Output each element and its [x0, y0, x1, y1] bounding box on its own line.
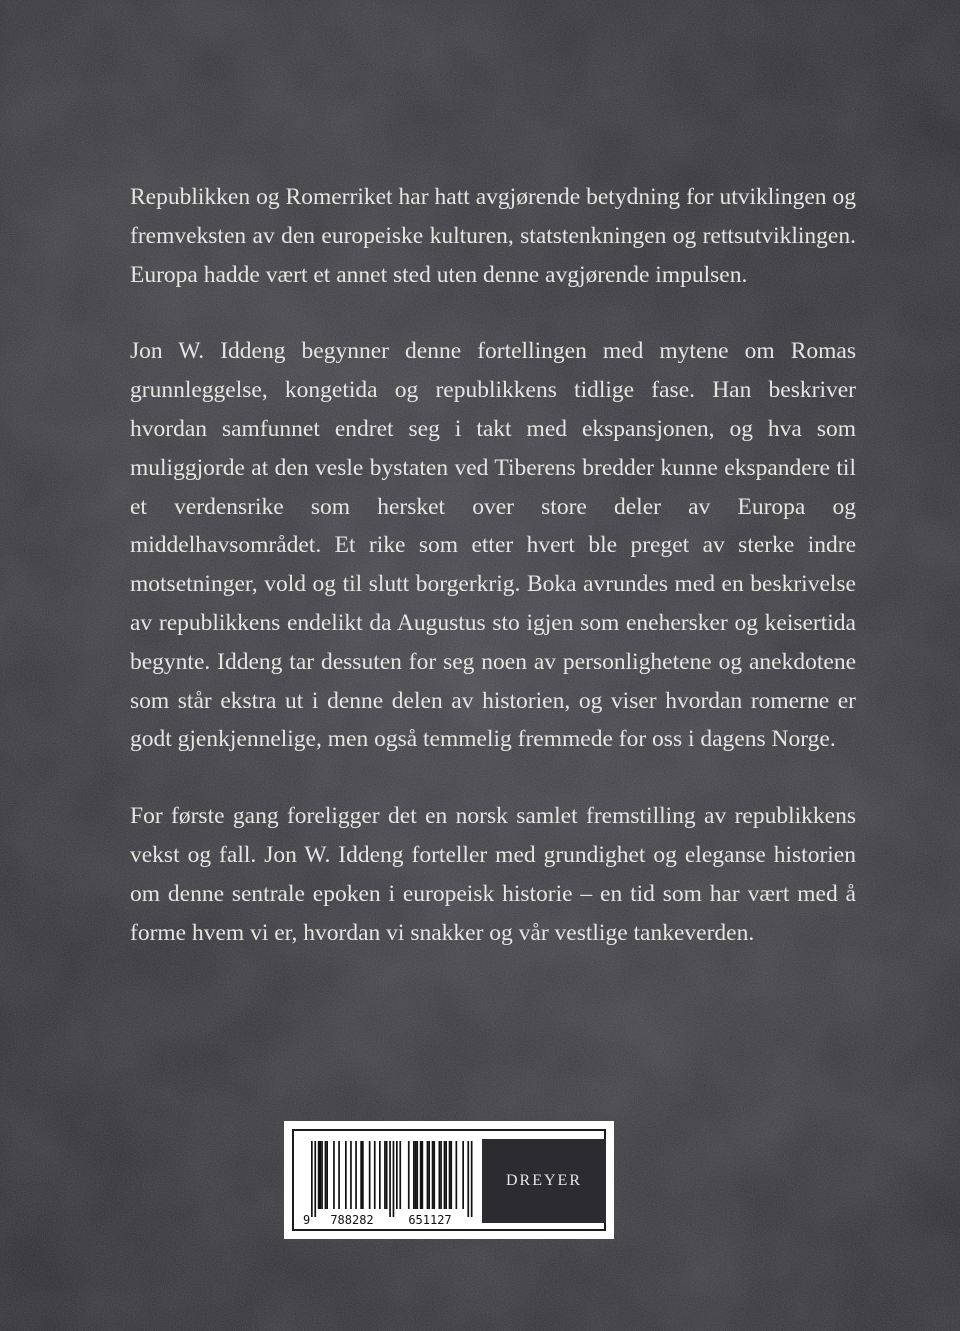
barcode-bar — [345, 1141, 347, 1209]
publisher-name: DREYER — [506, 1172, 582, 1189]
barcode-bar — [320, 1141, 322, 1209]
barcode-bar — [314, 1141, 316, 1217]
barcode-bar — [445, 1141, 447, 1209]
barcode-bar — [338, 1141, 340, 1209]
barcode-bar — [379, 1141, 381, 1209]
barcode-bar — [326, 1141, 328, 1209]
barcode-bars — [311, 1141, 473, 1217]
barcode-bar — [369, 1141, 371, 1209]
barcode-bar — [413, 1141, 415, 1209]
barcode-bar — [440, 1141, 442, 1209]
barcode-bar — [415, 1141, 417, 1209]
barcode-bar — [374, 1141, 376, 1209]
barcode-bar — [456, 1141, 458, 1209]
barcode-bar — [449, 1141, 451, 1209]
barcode-bar — [384, 1141, 386, 1209]
barcode-bar — [432, 1141, 434, 1209]
barcode-frame — [292, 1129, 606, 1231]
barcode-bar — [333, 1141, 335, 1209]
barcode-right-digits: 651127 — [408, 1213, 452, 1227]
barcode-left-digits: 788282 — [330, 1213, 374, 1227]
blurb-paragraph-3: For første gang foreligger det en norsk samlet fremstilling av republikkens vekst og fall. Jon W. Iddeng forteller med grundighet og eleganse historien om denne sentrale epoken i europeisk historie – en tid som har vært med å forme hvem vi er, hvordan vi snakker og vår vestlige tankeverden. — [130, 803, 856, 946]
barcode-bar — [318, 1141, 320, 1209]
barcode-bar — [355, 1141, 357, 1209]
barcode-bar — [444, 1141, 446, 1209]
barcode-bar — [428, 1141, 430, 1209]
barcode-bar — [396, 1141, 398, 1209]
blurb-paragraph-1: Republikken og Romerriket har hatt avgjørende betydning for utviklingen og fremveksten av den europeiske kulturen, statstenkningen og rettsutviklingen. Europa hadde vært et annet sted uten denne avgjørende impulsen. — [130, 184, 856, 288]
barcode-bar — [420, 1141, 422, 1209]
barcode-bar — [393, 1141, 395, 1217]
blurb-paragraph-2: Jon W. Iddeng begynner denne fortellingen med mytene om Romas grunnleggelse, kongetida og republikkens tidlige fase. Han beskriver hvordan samfunnet endret seg i takt med ekspansjonen, og hva som muliggjorde at den vesle bystaten ved Tiberens bredder kunne ekspandere til et verdensrike som hersket over store deler av Europa og middelhavsområdet. Et rike som etter hvert ble preget av sterke indre motsetninger, vold og til slutt borgerkrig. Boka avrundes med en beskrivelse av republikkens endelikt da Augustus sto igjen som enehersker og keisertida begynte. Iddeng tar dessuten for seg noen av personlighetene og anekdotene som står ekstra ut i denne delen av historien, og viser hvordan romerne er godt gjenkjennelige, men også temmelig fremmede for oss i dagens Norge. — [130, 338, 856, 753]
barcode-bar — [325, 1141, 327, 1209]
barcode-bar — [433, 1141, 435, 1209]
barcode-bar — [462, 1141, 464, 1209]
barcode-lead-digit: 9 — [303, 1213, 311, 1227]
barcode-bar — [362, 1141, 364, 1209]
barcode-bar — [321, 1141, 323, 1209]
barcode-bar — [439, 1141, 441, 1209]
barcode-bar — [471, 1141, 473, 1217]
barcode-bar — [467, 1141, 469, 1217]
barcode-panel — [284, 1121, 614, 1239]
isbn-barcode — [302, 1139, 478, 1227]
barcode-bar — [422, 1141, 424, 1209]
barcode-bar — [408, 1141, 410, 1209]
barcode-bar — [416, 1141, 418, 1209]
barcode-bar — [311, 1141, 313, 1217]
barcode-bar — [427, 1141, 429, 1209]
barcode-bar — [389, 1141, 391, 1217]
barcode-bar — [399, 1141, 401, 1209]
barcode-bar — [386, 1141, 388, 1209]
barcode-bar — [360, 1141, 362, 1209]
blurb-text — [130, 178, 856, 952]
barcode-bar — [350, 1141, 352, 1209]
barcode-bar — [450, 1141, 452, 1209]
publisher-logo — [482, 1139, 606, 1223]
